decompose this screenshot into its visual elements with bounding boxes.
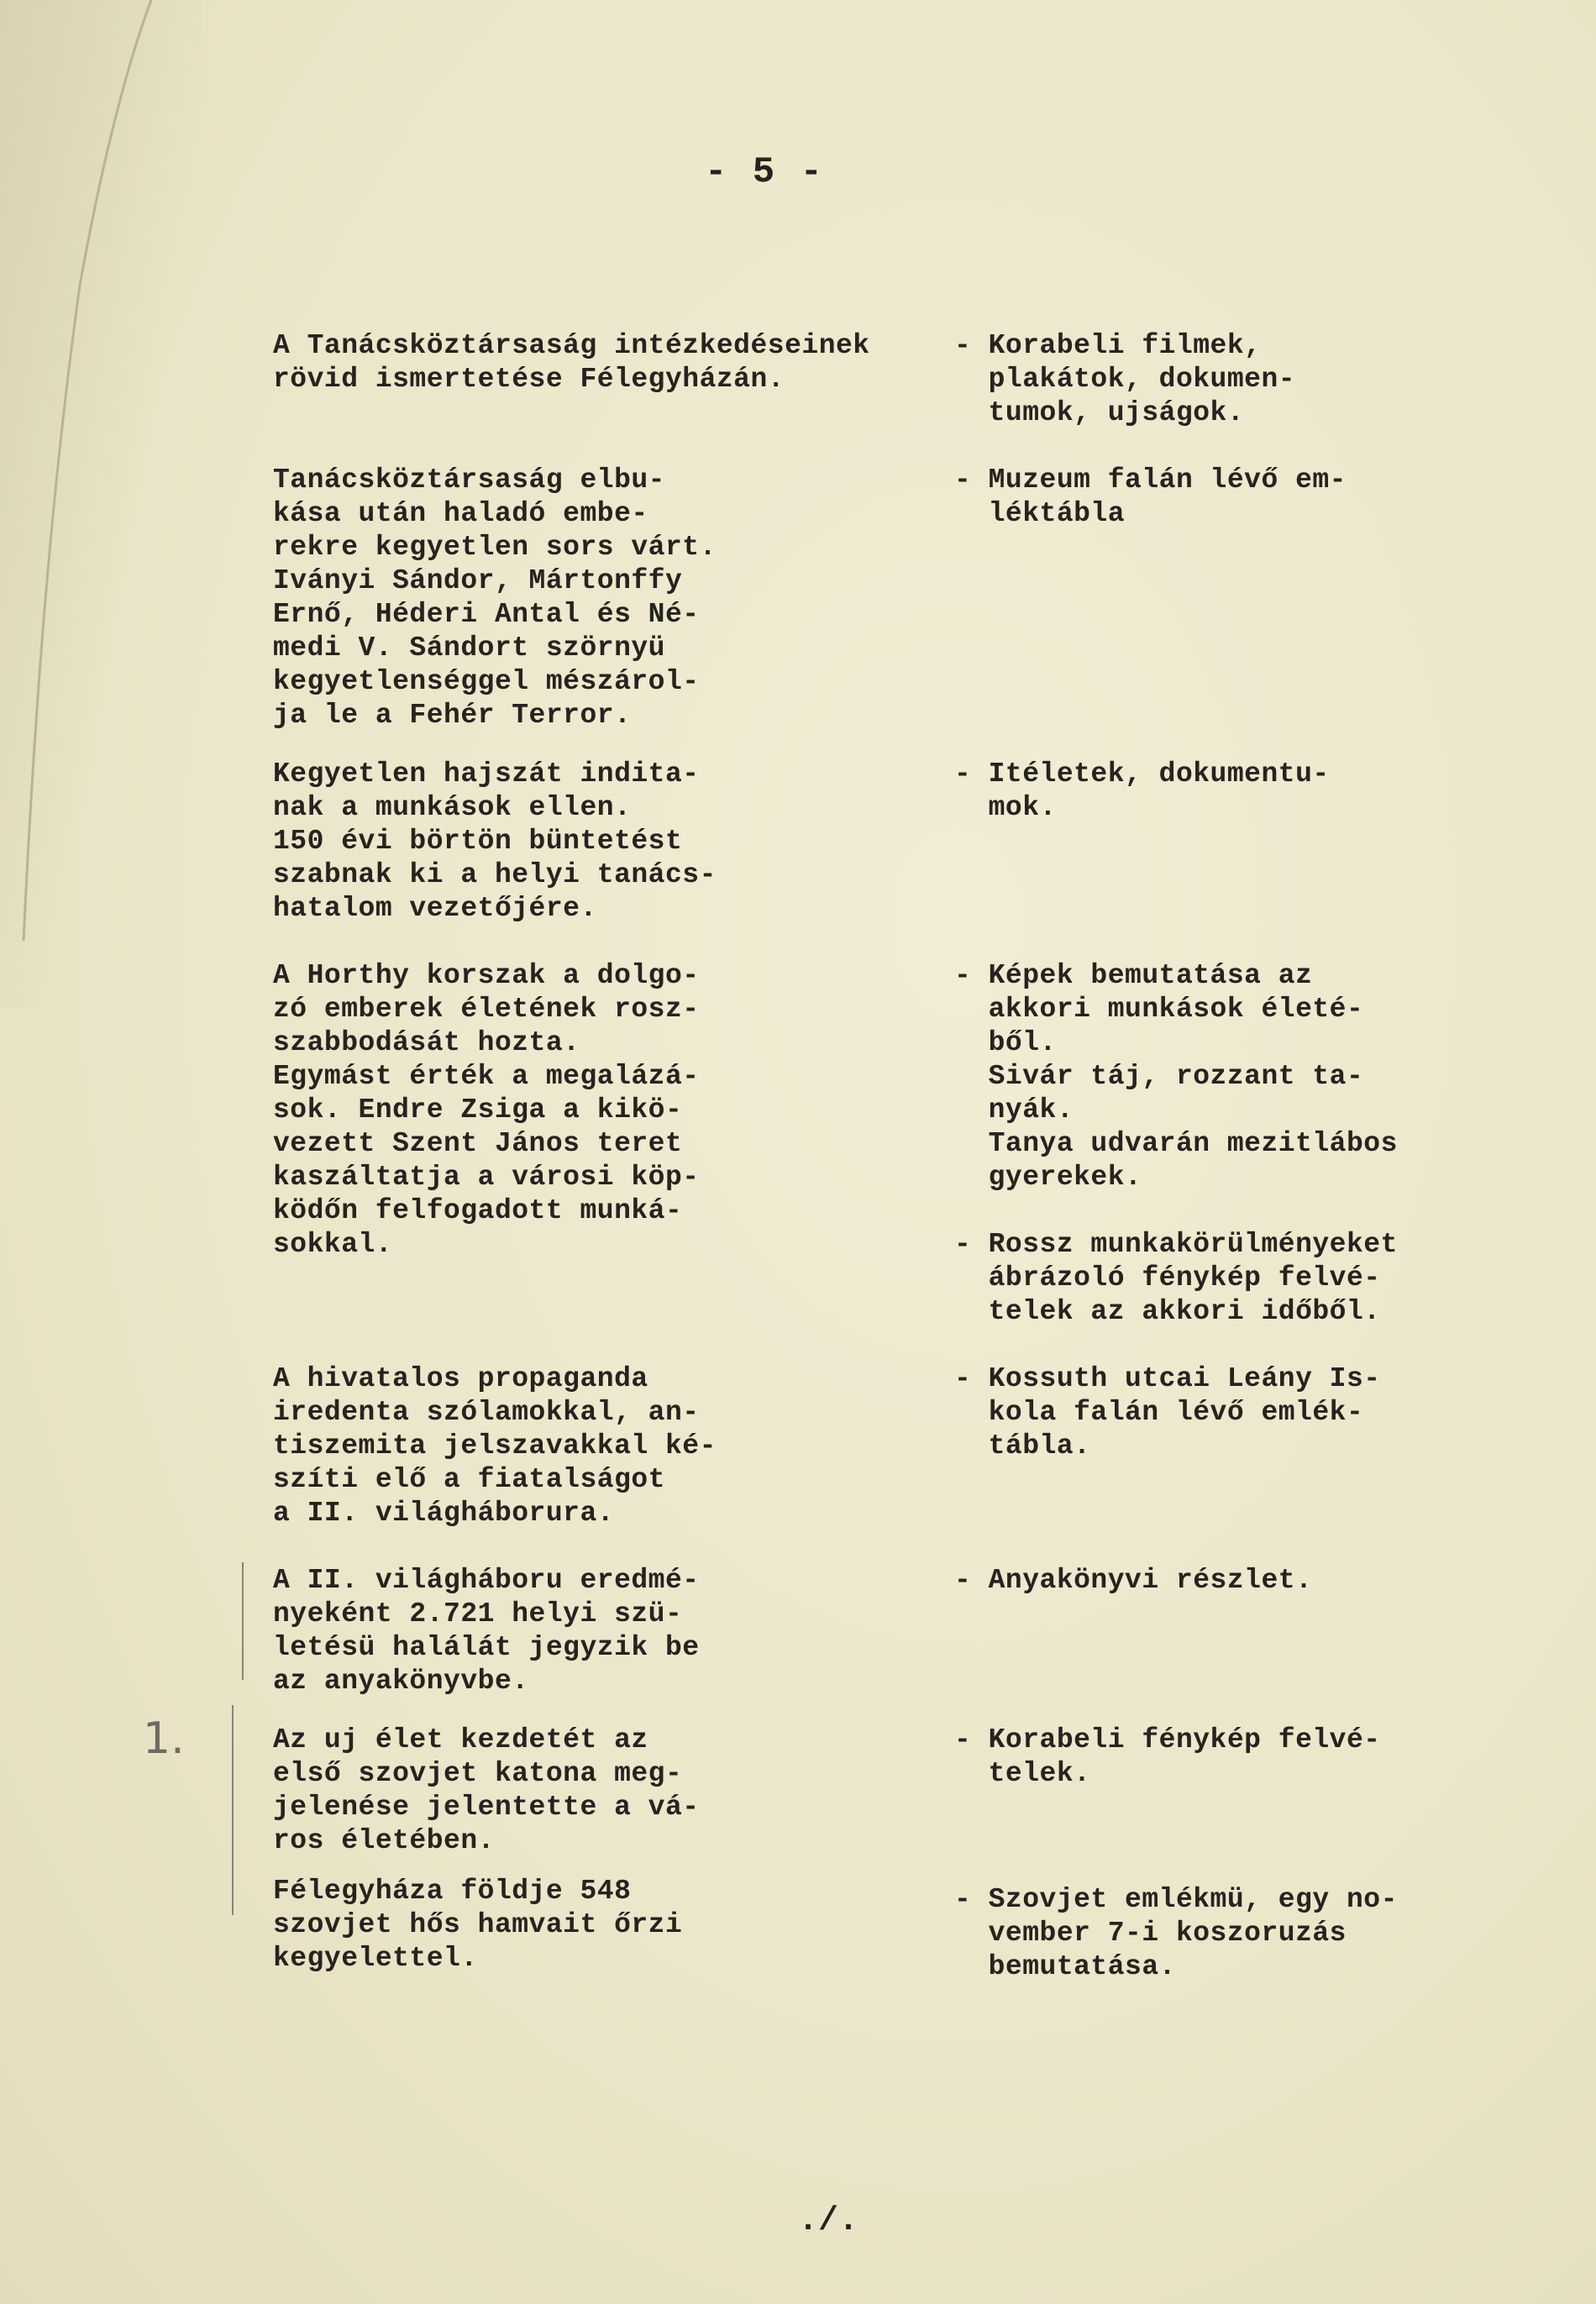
right-text-8: - Korabeli fénykép felvé- telek. — [954, 1724, 1381, 1789]
left-text-2: Tanácsköztársaság elbu- kása után haladó embe- rekre kegyetlen sors várt. Iványi Sándor, Mártonffy Ernő, Héderi Antal és Né- medi V. Sándort szörnyü kegyetlenséggel mészárol- ja le a Fehér Terror. — [273, 464, 717, 731]
right-text-3: - Itéletek, dokumentu- mok. — [954, 758, 1330, 823]
right-text-7: - Anyakönyvi részlet. — [954, 1565, 1313, 1596]
left-text-9: Félegyháza földje 548 szovjet hős hamvait őrzi kegyelettel. — [273, 1876, 683, 1974]
left-text-3: Kegyetlen hajszát indita- nak a munkások ellen. 150 évi börtön büntetést szabnak ki a helyi tanács- hatalom vezetőjére. — [273, 758, 717, 924]
margin-bracket-line — [242, 1562, 244, 1680]
margin-note: 1. — [143, 1714, 185, 1764]
right-text-5: - Rossz munkakörülményeket ábrázoló fénykép felvé- telek az akkori időből. — [954, 1229, 1398, 1327]
left-text-6: A hivatalos propaganda iredenta szólamokkal, an- tiszemita jelszavakkal ké- szíti elő a fiatalságot a II. világháborura. — [273, 1363, 717, 1529]
right-text-6: - Kossuth utcai Leány Is- kola falán lévő emlék- tábla. — [954, 1363, 1381, 1462]
margin-bracket-line-2 — [232, 1705, 234, 1915]
page-fold-edge — [0, 0, 185, 941]
continuation-mark: ./. — [798, 2202, 859, 2240]
left-text-1: A Tanácsköztársaság intézkedéseinek rövid ismertetése Félegyházán. — [273, 330, 870, 395]
page-number: - 5 - — [704, 151, 825, 193]
left-text-8: Az uj élet kezdetét az első szovjet katona meg- jelenése jelentette a vá- ros életében. — [273, 1724, 700, 1856]
right-text-1: - Korabeli filmek, plakátok, dokumen- tumok, ujságok. — [954, 330, 1296, 428]
right-text-9: - Szovjet emlékmü, egy no- vember 7-i koszoruzás bemutatása. — [954, 1884, 1398, 1982]
right-text-2: - Muzeum falán lévő em- léktábla — [954, 464, 1347, 529]
left-text-4: A Horthy korszak a dolgo- zó emberek életének rosz- szabbodását hozta. Egymást érték a megalázá- sok. Endre Zsiga a kikö- vezett Szent János teret kaszáltatja a városi köp- ködőn felfogadott munká- sokkal. — [273, 960, 700, 1260]
right-text-4: - Képek bemutatása az akkori munkások életé- ből. Sivár táj, rozzant ta- nyák. Tanya udvarán mezitlábos gyerekek. — [954, 960, 1398, 1193]
left-text-7: A II. világháboru eredmé- nyeként 2.721 helyi szü- letésü halálát jegyzik be az anyakönyvbe. — [273, 1565, 700, 1697]
